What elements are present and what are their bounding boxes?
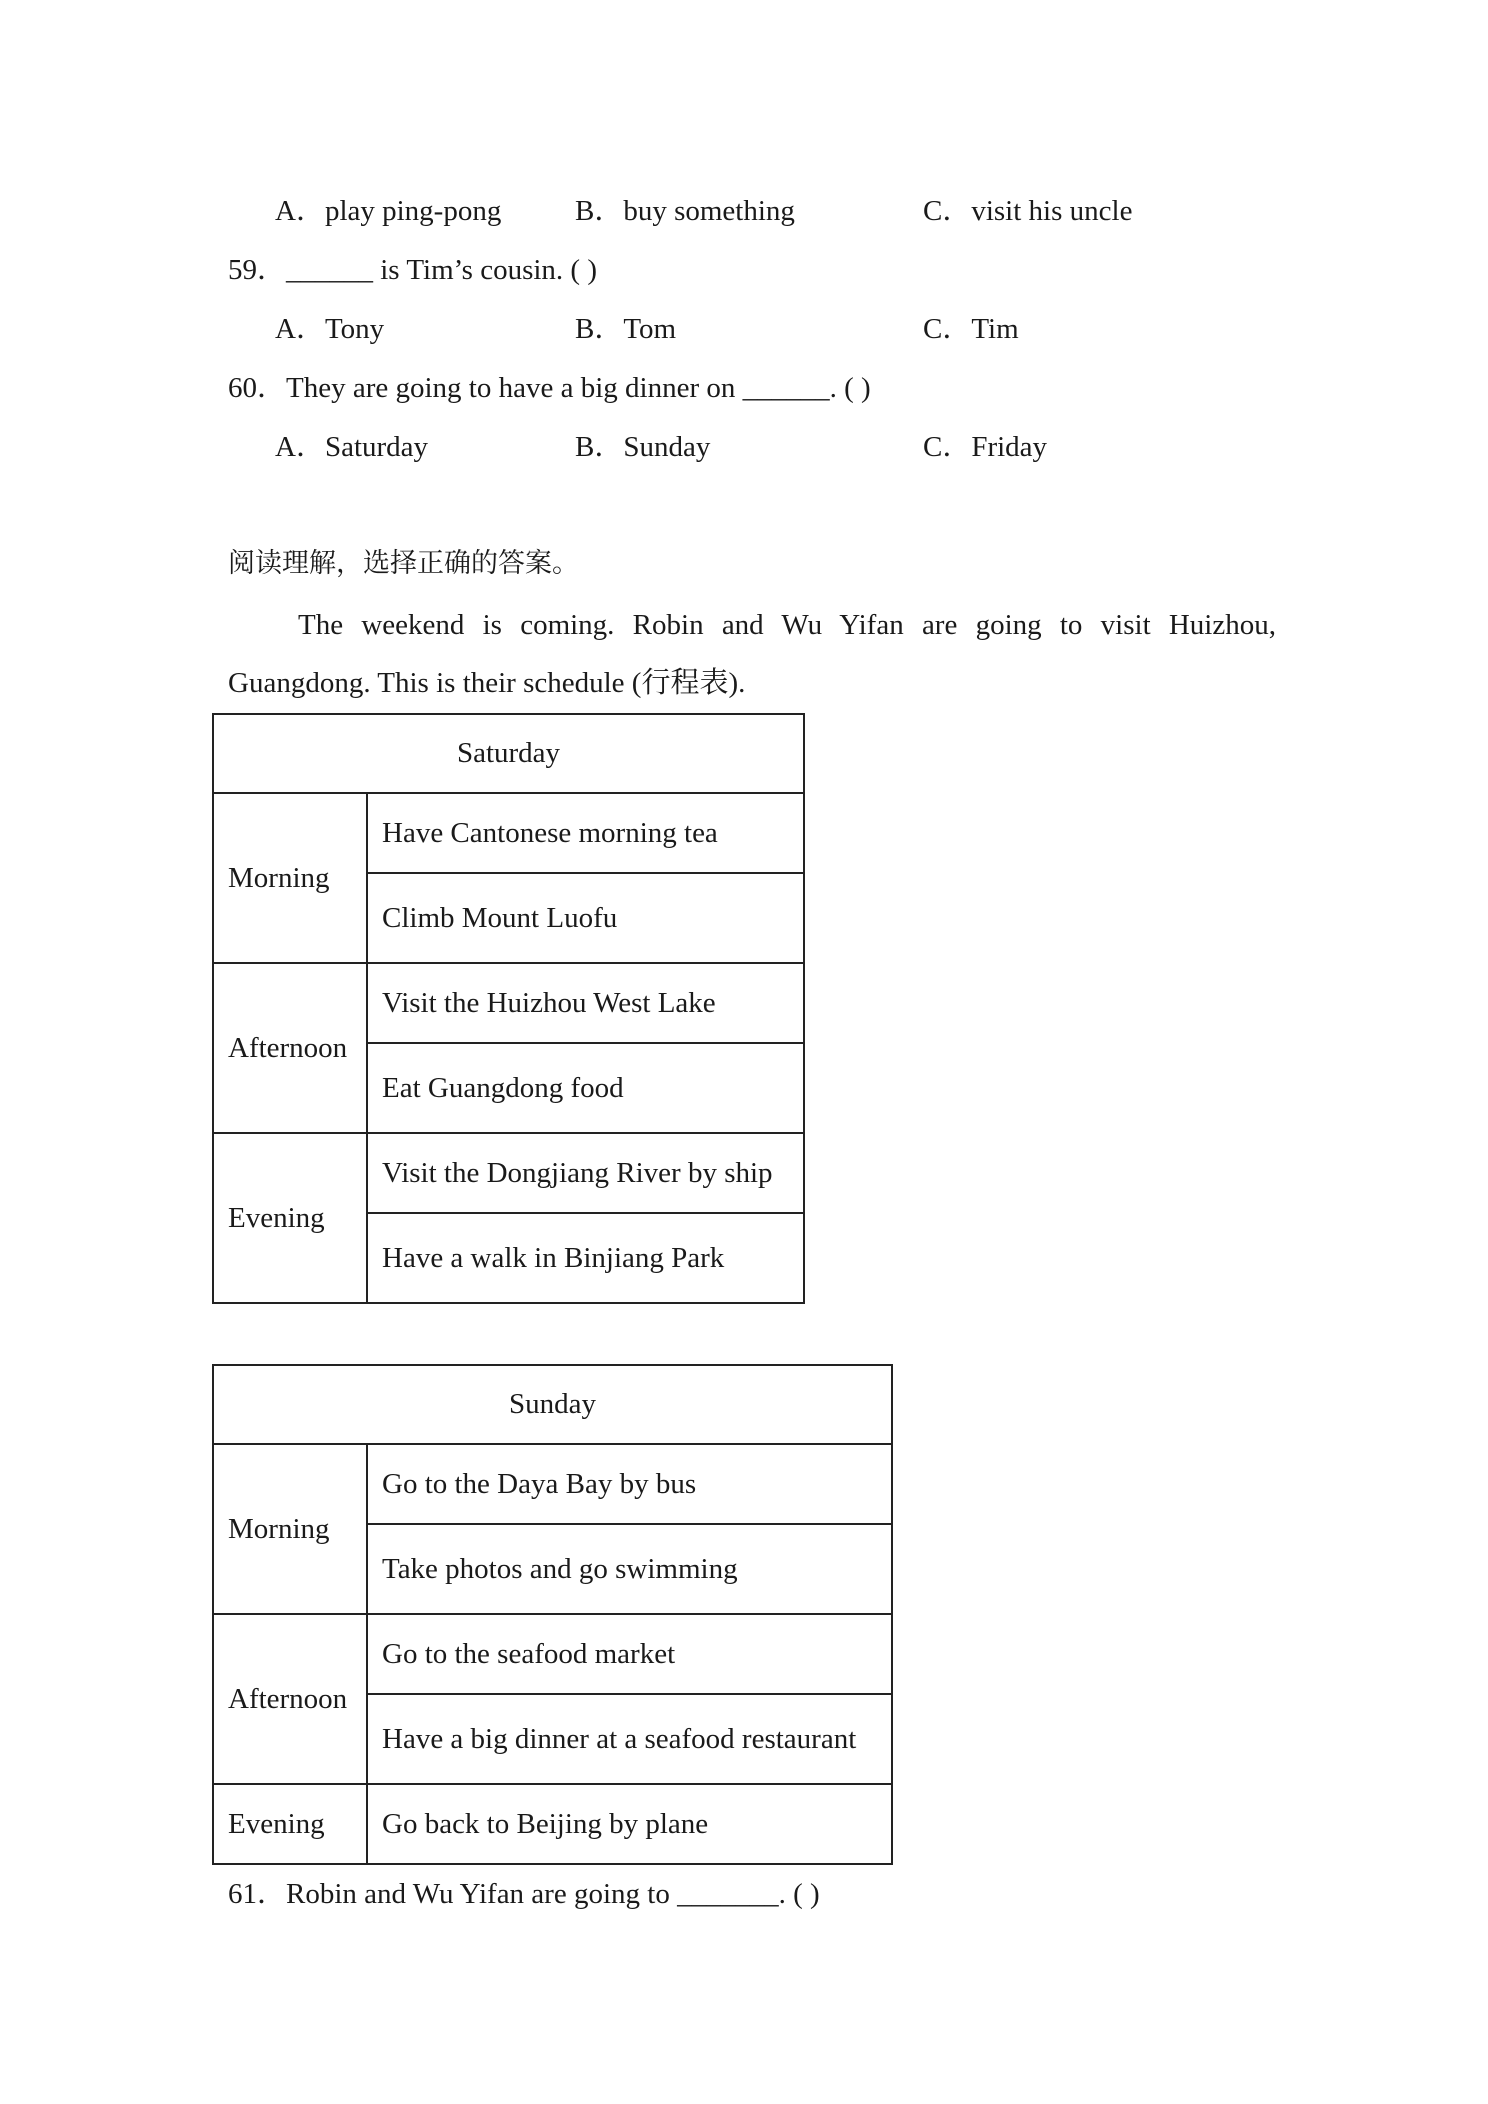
period-evening: Evening xyxy=(213,1133,367,1303)
period-morning: Morning xyxy=(213,793,367,963)
activity-cell: Have a big dinner at a seafood restaurant xyxy=(367,1694,892,1784)
q59-option-a: A．Tony xyxy=(275,313,385,345)
period-morning: Morning xyxy=(213,1444,367,1614)
activity-cell: Take photos and go swimming xyxy=(367,1524,892,1614)
q59-stem: 59．______ is Tim’s cousin. ( ) xyxy=(228,254,597,286)
activity-cell: Have Cantonese morning tea xyxy=(367,793,804,873)
activity-cell: Visit the Huizhou West Lake xyxy=(367,963,804,1043)
activity-cell: Visit the Dongjiang River by ship xyxy=(367,1133,804,1213)
activity-cell: Go to the Daya Bay by bus xyxy=(367,1444,892,1524)
sunday-schedule-table xyxy=(212,1364,893,1865)
period-evening: Evening xyxy=(213,1784,367,1864)
activity-cell: Have a walk in Binjiang Park xyxy=(367,1213,804,1303)
q58-option-c: C．visit his uncle xyxy=(923,195,1133,227)
passage-text: The weekend is coming. Robin and Wu Yifan are going to visit Huizhou, Guangdong. This is their schedule (行程表). xyxy=(228,609,1276,699)
table-header-day: Sunday xyxy=(213,1365,892,1444)
passage xyxy=(228,596,1276,712)
table-header-day: Saturday xyxy=(213,714,804,793)
period-afternoon: Afternoon xyxy=(213,963,367,1133)
activity-cell: Go back to Beijing by plane xyxy=(367,1784,892,1864)
period-afternoon: Afternoon xyxy=(213,1614,367,1784)
activity-cell: Eat Guangdong food xyxy=(367,1043,804,1133)
q60-option-a: A．Saturday xyxy=(275,431,429,463)
q59-option-b: B．Tom xyxy=(575,313,677,345)
activity-cell: Go to the seafood market xyxy=(367,1614,892,1694)
q60-option-b: B．Sunday xyxy=(575,431,711,463)
q61-stem: 61．Robin and Wu Yifan are going to _______. ( ) xyxy=(228,1878,820,1910)
q58-option-b: B．buy something xyxy=(575,195,795,227)
q60-option-c: C．Friday xyxy=(923,431,1048,463)
q60-stem: 60．They are going to have a big dinner on ______. ( ) xyxy=(228,372,871,404)
section-title: 阅读理解，选择正确的答案。 xyxy=(228,548,579,579)
q59-option-c: C．Tim xyxy=(923,313,1019,345)
activity-cell: Climb Mount Luofu xyxy=(367,873,804,963)
q58-option-a: A．play ping-pong xyxy=(275,195,502,227)
saturday-schedule-table xyxy=(212,713,805,1304)
